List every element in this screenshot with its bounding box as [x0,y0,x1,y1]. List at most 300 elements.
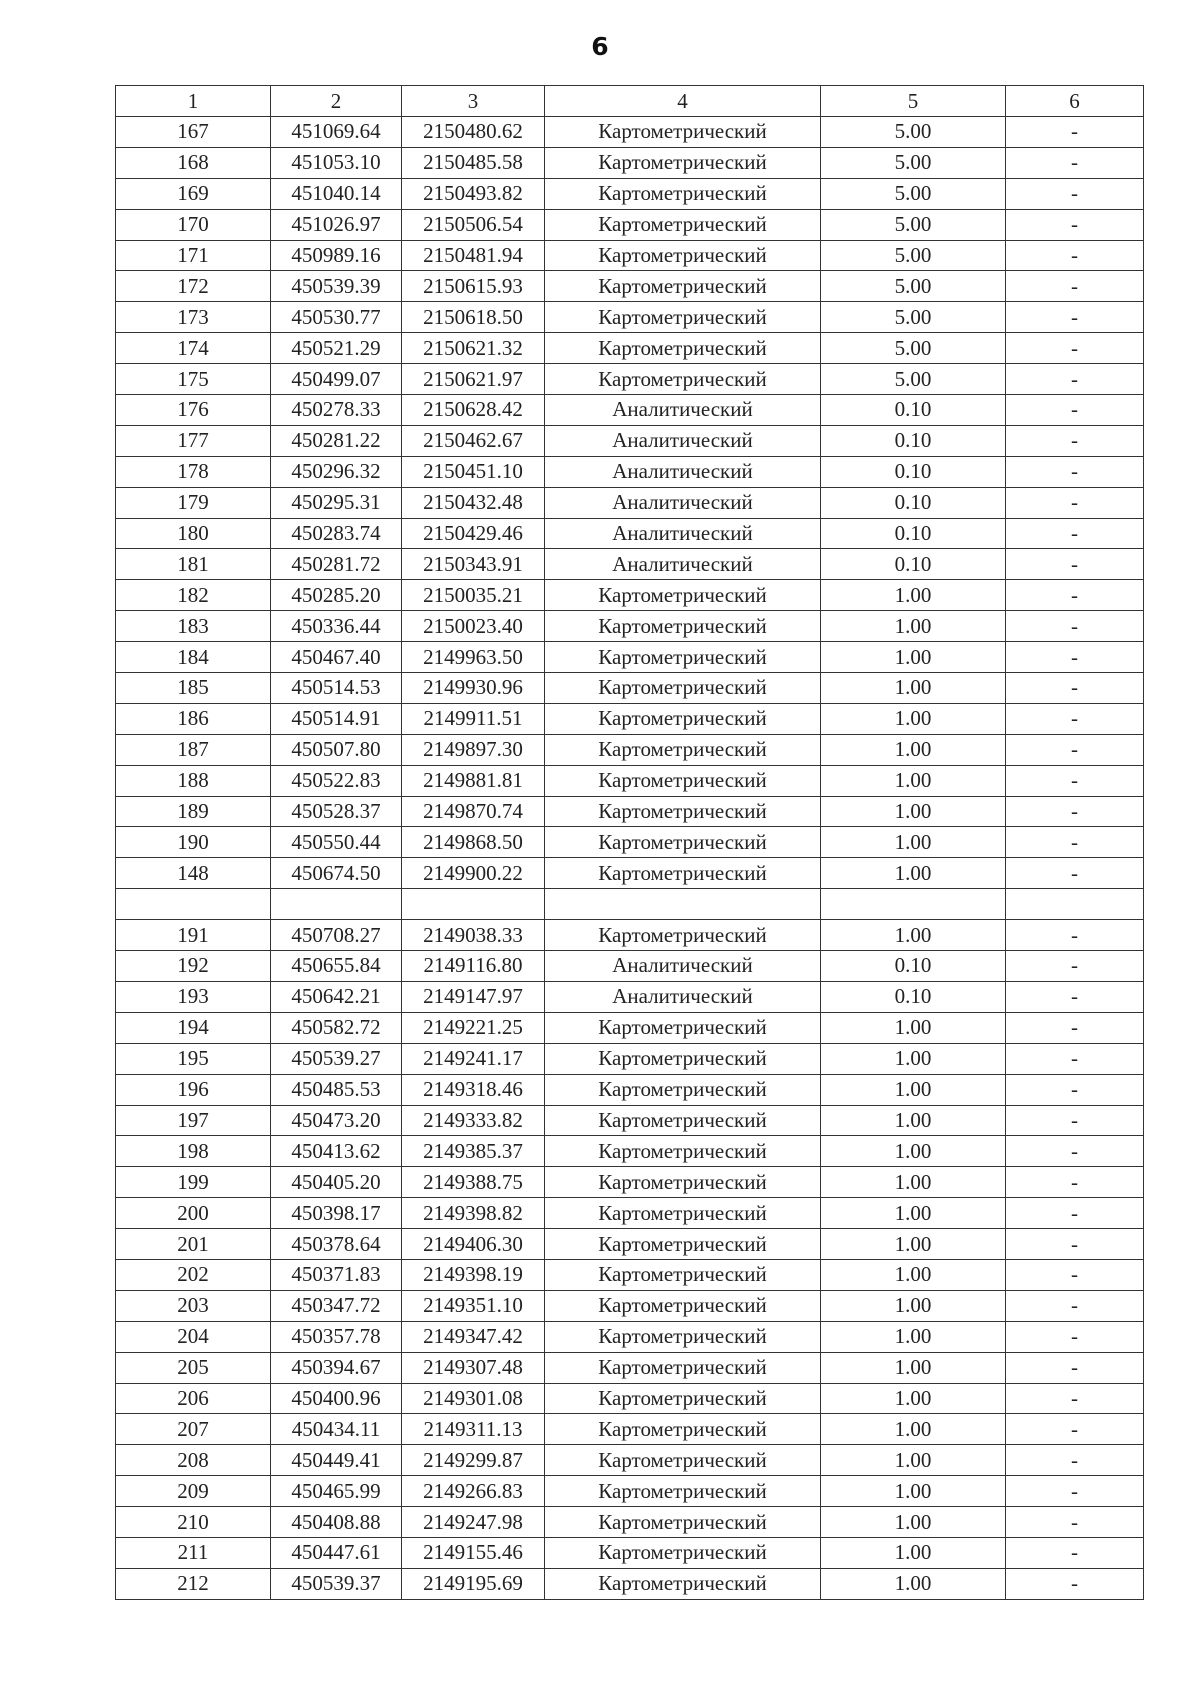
table-row [116,734,1144,765]
note-cell: - [1006,858,1144,889]
y-coordinate-cell: 2149038.33 [402,920,545,951]
column-header: 2 [271,86,402,117]
point-number-cell: 194 [116,1012,271,1043]
table-row [116,703,1144,734]
y-coordinate-cell: 2149311.13 [402,1414,545,1445]
method-cell: Картометрический [545,703,821,734]
note-cell: - [1006,209,1144,240]
method-cell: Картометрический [545,302,821,333]
note-cell: - [1006,1043,1144,1074]
coordinates-table [115,85,1144,1600]
table-row [116,580,1144,611]
y-coordinate-cell: 2150451.10 [402,456,545,487]
x-coordinate-cell: 450278.33 [271,395,402,426]
y-coordinate-cell: 2149868.50 [402,827,545,858]
x-coordinate-cell: 450285.20 [271,580,402,611]
point-number-cell: 192 [116,951,271,982]
point-number-cell: 175 [116,364,271,395]
accuracy-cell: 0.10 [821,395,1006,426]
x-coordinate-cell: 450336.44 [271,611,402,642]
y-coordinate-cell: 2149930.96 [402,673,545,704]
point-number-cell: 186 [116,703,271,734]
table-row [116,1568,1144,1599]
table-row [116,209,1144,240]
y-coordinate-cell: 2150621.32 [402,333,545,364]
method-cell: Картометрический [545,642,821,673]
x-coordinate-cell: 451069.64 [271,117,402,148]
note-cell: - [1006,1259,1144,1290]
note-cell: - [1006,487,1144,518]
accuracy-cell: 5.00 [821,333,1006,364]
x-coordinate-cell: 451040.14 [271,178,402,209]
note-cell: - [1006,425,1144,456]
y-coordinate-cell: 2149347.42 [402,1321,545,1352]
accuracy-cell: 0.10 [821,487,1006,518]
point-number-cell: 170 [116,209,271,240]
accuracy-cell: 0.10 [821,425,1006,456]
point-number-cell: 191 [116,920,271,951]
x-coordinate-cell: 450582.72 [271,1012,402,1043]
table-row [116,827,1144,858]
y-coordinate-cell: 2149911.51 [402,703,545,734]
note-cell: - [1006,920,1144,951]
method-cell: Картометрический [545,734,821,765]
x-coordinate-cell: 450507.80 [271,734,402,765]
y-coordinate-cell: 2149307.48 [402,1352,545,1383]
method-cell [545,889,821,920]
method-cell: Картометрический [545,1105,821,1136]
y-coordinate-cell: 2149241.17 [402,1043,545,1074]
accuracy-cell: 5.00 [821,117,1006,148]
note-cell: - [1006,178,1144,209]
x-coordinate-cell: 450642.21 [271,981,402,1012]
note-cell: - [1006,1074,1144,1105]
note-cell: - [1006,796,1144,827]
y-coordinate-cell: 2149247.98 [402,1507,545,1538]
table-header [116,86,1144,117]
method-cell: Аналитический [545,951,821,982]
method-cell: Картометрический [545,1445,821,1476]
method-cell: Картометрический [545,1383,821,1414]
note-cell: - [1006,1352,1144,1383]
y-coordinate-cell: 2150429.46 [402,518,545,549]
note-cell: - [1006,1568,1144,1599]
accuracy-cell: 1.00 [821,1074,1006,1105]
point-number-cell: 174 [116,333,271,364]
x-coordinate-cell: 450434.11 [271,1414,402,1445]
method-cell: Картометрический [545,1352,821,1383]
table-row [116,364,1144,395]
accuracy-cell: 1.00 [821,1259,1006,1290]
x-coordinate-cell: 450400.96 [271,1383,402,1414]
note-cell: - [1006,642,1144,673]
x-coordinate-cell: 450539.37 [271,1568,402,1599]
accuracy-cell: 1.00 [821,1507,1006,1538]
note-cell: - [1006,673,1144,704]
point-number-cell: 171 [116,240,271,271]
accuracy-cell: 0.10 [821,981,1006,1012]
note-cell: - [1006,147,1144,178]
table-row [116,178,1144,209]
y-coordinate-cell: 2149881.81 [402,765,545,796]
accuracy-cell: 1.00 [821,1383,1006,1414]
point-number-cell: 197 [116,1105,271,1136]
x-coordinate-cell: 450528.37 [271,796,402,827]
column-header: 5 [821,86,1006,117]
note-cell: - [1006,1105,1144,1136]
x-coordinate-cell [271,889,402,920]
note-cell: - [1006,1537,1144,1568]
accuracy-cell: 5.00 [821,178,1006,209]
table-row [116,981,1144,1012]
point-number-cell: 199 [116,1167,271,1198]
table-row [116,1259,1144,1290]
point-number-cell: 203 [116,1290,271,1321]
accuracy-cell: 1.00 [821,1321,1006,1352]
y-coordinate-cell: 2150618.50 [402,302,545,333]
y-coordinate-cell: 2149351.10 [402,1290,545,1321]
note-cell: - [1006,580,1144,611]
point-number-cell: 193 [116,981,271,1012]
note-cell: - [1006,549,1144,580]
method-cell: Аналитический [545,518,821,549]
y-coordinate-cell: 2150035.21 [402,580,545,611]
note-cell: - [1006,1476,1144,1507]
method-cell: Картометрический [545,1568,821,1599]
accuracy-cell: 1.00 [821,827,1006,858]
x-coordinate-cell: 450413.62 [271,1136,402,1167]
page-number: 6 [591,32,609,61]
table-row [116,117,1144,148]
y-coordinate-cell: 2150480.62 [402,117,545,148]
x-coordinate-cell: 450295.31 [271,487,402,518]
method-cell: Картометрический [545,271,821,302]
method-cell: Картометрический [545,673,821,704]
y-coordinate-cell: 2149870.74 [402,796,545,827]
table-row [116,611,1144,642]
point-number-cell: 200 [116,1198,271,1229]
y-coordinate-cell: 2149155.46 [402,1537,545,1568]
table-row [116,1290,1144,1321]
method-cell: Картометрический [545,580,821,611]
x-coordinate-cell: 450347.72 [271,1290,402,1321]
note-cell: - [1006,703,1144,734]
accuracy-cell: 1.00 [821,611,1006,642]
accuracy-cell: 0.10 [821,549,1006,580]
table-row [116,487,1144,518]
y-coordinate-cell: 2150023.40 [402,611,545,642]
table-body [116,117,1144,1600]
x-coordinate-cell: 450394.67 [271,1352,402,1383]
point-number-cell: 205 [116,1352,271,1383]
table-row [116,1105,1144,1136]
accuracy-cell: 1.00 [821,920,1006,951]
method-cell: Аналитический [545,549,821,580]
table-row [116,1136,1144,1167]
table-row [116,1507,1144,1538]
x-coordinate-cell: 450485.53 [271,1074,402,1105]
note-cell: - [1006,518,1144,549]
y-coordinate-cell: 2149333.82 [402,1105,545,1136]
note-cell: - [1006,981,1144,1012]
point-number-cell: 204 [116,1321,271,1352]
point-number-cell: 196 [116,1074,271,1105]
accuracy-cell: 1.00 [821,796,1006,827]
y-coordinate-cell: 2149385.37 [402,1136,545,1167]
point-number-cell: 190 [116,827,271,858]
accuracy-cell: 5.00 [821,147,1006,178]
point-number-cell: 206 [116,1383,271,1414]
y-coordinate-cell: 2149406.30 [402,1229,545,1260]
table-row [116,858,1144,889]
note-cell: - [1006,611,1144,642]
y-coordinate-cell: 2149900.22 [402,858,545,889]
note-cell: - [1006,1445,1144,1476]
x-coordinate-cell: 450467.40 [271,642,402,673]
y-coordinate-cell: 2149266.83 [402,1476,545,1507]
table-row [116,673,1144,704]
x-coordinate-cell: 450447.61 [271,1537,402,1568]
point-number-cell: 209 [116,1476,271,1507]
x-coordinate-cell: 450674.50 [271,858,402,889]
point-number-cell: 185 [116,673,271,704]
note-cell: - [1006,364,1144,395]
point-number-cell: 179 [116,487,271,518]
column-header: 1 [116,86,271,117]
y-coordinate-cell: 2150628.42 [402,395,545,426]
x-coordinate-cell: 450473.20 [271,1105,402,1136]
x-coordinate-cell: 450539.27 [271,1043,402,1074]
note-cell: - [1006,951,1144,982]
point-number-cell: 212 [116,1568,271,1599]
accuracy-cell: 1.00 [821,1229,1006,1260]
x-coordinate-cell: 450296.32 [271,456,402,487]
point-number-cell: 201 [116,1229,271,1260]
x-coordinate-cell: 450281.72 [271,549,402,580]
accuracy-cell: 1.00 [821,580,1006,611]
method-cell: Картометрический [545,1043,821,1074]
table-row [116,395,1144,426]
point-number-cell: 198 [116,1136,271,1167]
method-cell: Аналитический [545,487,821,518]
method-cell: Картометрический [545,1290,821,1321]
x-coordinate-cell: 450530.77 [271,302,402,333]
table-row [116,889,1144,920]
point-number-cell: 180 [116,518,271,549]
table-row [116,1229,1144,1260]
x-coordinate-cell: 450655.84 [271,951,402,982]
x-coordinate-cell: 450449.41 [271,1445,402,1476]
y-coordinate-cell: 2150481.94 [402,240,545,271]
note-cell: - [1006,827,1144,858]
method-cell: Картометрический [545,240,821,271]
y-coordinate-cell: 2149388.75 [402,1167,545,1198]
x-coordinate-cell: 450708.27 [271,920,402,951]
y-coordinate-cell: 2149116.80 [402,951,545,982]
table-row [116,642,1144,673]
method-cell: Картометрический [545,1259,821,1290]
x-coordinate-cell: 450371.83 [271,1259,402,1290]
x-coordinate-cell: 450398.17 [271,1198,402,1229]
point-number-cell: 188 [116,765,271,796]
point-number-cell: 211 [116,1537,271,1568]
table-row [116,1074,1144,1105]
method-cell: Аналитический [545,981,821,1012]
note-cell: - [1006,271,1144,302]
point-number-cell: 210 [116,1507,271,1538]
x-coordinate-cell: 450283.74 [271,518,402,549]
y-coordinate-cell: 2149147.97 [402,981,545,1012]
accuracy-cell: 1.00 [821,1043,1006,1074]
point-number-cell: 172 [116,271,271,302]
accuracy-cell: 1.00 [821,734,1006,765]
method-cell: Картометрический [545,147,821,178]
method-cell: Картометрический [545,1198,821,1229]
note-cell: - [1006,456,1144,487]
x-coordinate-cell: 450281.22 [271,425,402,456]
note-cell: - [1006,240,1144,271]
note-cell: - [1006,1012,1144,1043]
x-coordinate-cell: 451053.10 [271,147,402,178]
accuracy-cell: 5.00 [821,240,1006,271]
column-header: 3 [402,86,545,117]
y-coordinate-cell: 2149299.87 [402,1445,545,1476]
y-coordinate-cell: 2149897.30 [402,734,545,765]
accuracy-cell: 1.00 [821,1136,1006,1167]
y-coordinate-cell: 2149301.08 [402,1383,545,1414]
y-coordinate-cell: 2150485.58 [402,147,545,178]
table-row [116,951,1144,982]
table-row [116,796,1144,827]
note-cell: - [1006,1321,1144,1352]
table-row [116,1383,1144,1414]
point-number-cell: 168 [116,147,271,178]
accuracy-cell: 1.00 [821,1167,1006,1198]
method-cell: Картометрический [545,333,821,364]
point-number-cell: 181 [116,549,271,580]
method-cell: Картометрический [545,796,821,827]
method-cell: Картометрический [545,765,821,796]
x-coordinate-cell: 450522.83 [271,765,402,796]
y-coordinate-cell: 2149221.25 [402,1012,545,1043]
table-row [116,1043,1144,1074]
x-coordinate-cell: 451026.97 [271,209,402,240]
column-header: 4 [545,86,821,117]
x-coordinate-cell: 450405.20 [271,1167,402,1198]
x-coordinate-cell: 450989.16 [271,240,402,271]
method-cell: Аналитический [545,456,821,487]
method-cell: Картометрический [545,1229,821,1260]
point-number-cell: 167 [116,117,271,148]
table-row [116,302,1144,333]
x-coordinate-cell: 450521.29 [271,333,402,364]
x-coordinate-cell: 450514.91 [271,703,402,734]
method-cell: Картометрический [545,1136,821,1167]
note-cell: - [1006,1198,1144,1229]
table-row [116,1352,1144,1383]
y-coordinate-cell: 2149398.82 [402,1198,545,1229]
table-row [116,1198,1144,1229]
y-coordinate-cell: 2150432.48 [402,487,545,518]
table-row [116,425,1144,456]
x-coordinate-cell: 450550.44 [271,827,402,858]
accuracy-cell: 1.00 [821,1476,1006,1507]
table-row [116,1537,1144,1568]
method-cell: Картометрический [545,1507,821,1538]
note-cell [1006,889,1144,920]
accuracy-cell: 1.00 [821,1290,1006,1321]
point-number-cell: 202 [116,1259,271,1290]
accuracy-cell: 5.00 [821,271,1006,302]
y-coordinate-cell: 2149195.69 [402,1568,545,1599]
method-cell: Картометрический [545,117,821,148]
note-cell: - [1006,1414,1144,1445]
accuracy-cell: 1.00 [821,1445,1006,1476]
note-cell: - [1006,117,1144,148]
accuracy-cell: 1.00 [821,1352,1006,1383]
point-number-cell: 148 [116,858,271,889]
note-cell: - [1006,333,1144,364]
table-row [116,1414,1144,1445]
method-cell: Аналитический [545,425,821,456]
accuracy-cell: 0.10 [821,518,1006,549]
point-number-cell: 195 [116,1043,271,1074]
x-coordinate-cell: 450499.07 [271,364,402,395]
method-cell: Картометрический [545,1537,821,1568]
point-number-cell: 187 [116,734,271,765]
accuracy-cell: 5.00 [821,364,1006,395]
table-row [116,1321,1144,1352]
accuracy-cell: 1.00 [821,1568,1006,1599]
table-row [116,765,1144,796]
accuracy-cell: 1.00 [821,858,1006,889]
y-coordinate-cell [402,889,545,920]
y-coordinate-cell: 2150493.82 [402,178,545,209]
note-cell: - [1006,1507,1144,1538]
point-number-cell: 208 [116,1445,271,1476]
point-number-cell: 189 [116,796,271,827]
accuracy-cell: 1.00 [821,642,1006,673]
accuracy-cell: 1.00 [821,673,1006,704]
note-cell: - [1006,1383,1144,1414]
method-cell: Картометрический [545,858,821,889]
accuracy-cell: 1.00 [821,703,1006,734]
accuracy-cell: 5.00 [821,209,1006,240]
accuracy-cell: 0.10 [821,951,1006,982]
y-coordinate-cell: 2150506.54 [402,209,545,240]
header-row [116,86,1144,117]
point-number-cell: 178 [116,456,271,487]
point-number-cell: 207 [116,1414,271,1445]
point-number-cell: 169 [116,178,271,209]
point-number-cell: 182 [116,580,271,611]
point-number-cell: 176 [116,395,271,426]
point-number-cell [116,889,271,920]
accuracy-cell: 1.00 [821,1012,1006,1043]
table-row [116,147,1144,178]
table-row [116,518,1144,549]
method-cell: Картометрический [545,209,821,240]
note-cell: - [1006,302,1144,333]
table-row [116,240,1144,271]
accuracy-cell: 1.00 [821,1105,1006,1136]
table-row [116,549,1144,580]
x-coordinate-cell: 450514.53 [271,673,402,704]
y-coordinate-cell: 2150462.67 [402,425,545,456]
x-coordinate-cell: 450539.39 [271,271,402,302]
accuracy-cell [821,889,1006,920]
note-cell: - [1006,734,1144,765]
